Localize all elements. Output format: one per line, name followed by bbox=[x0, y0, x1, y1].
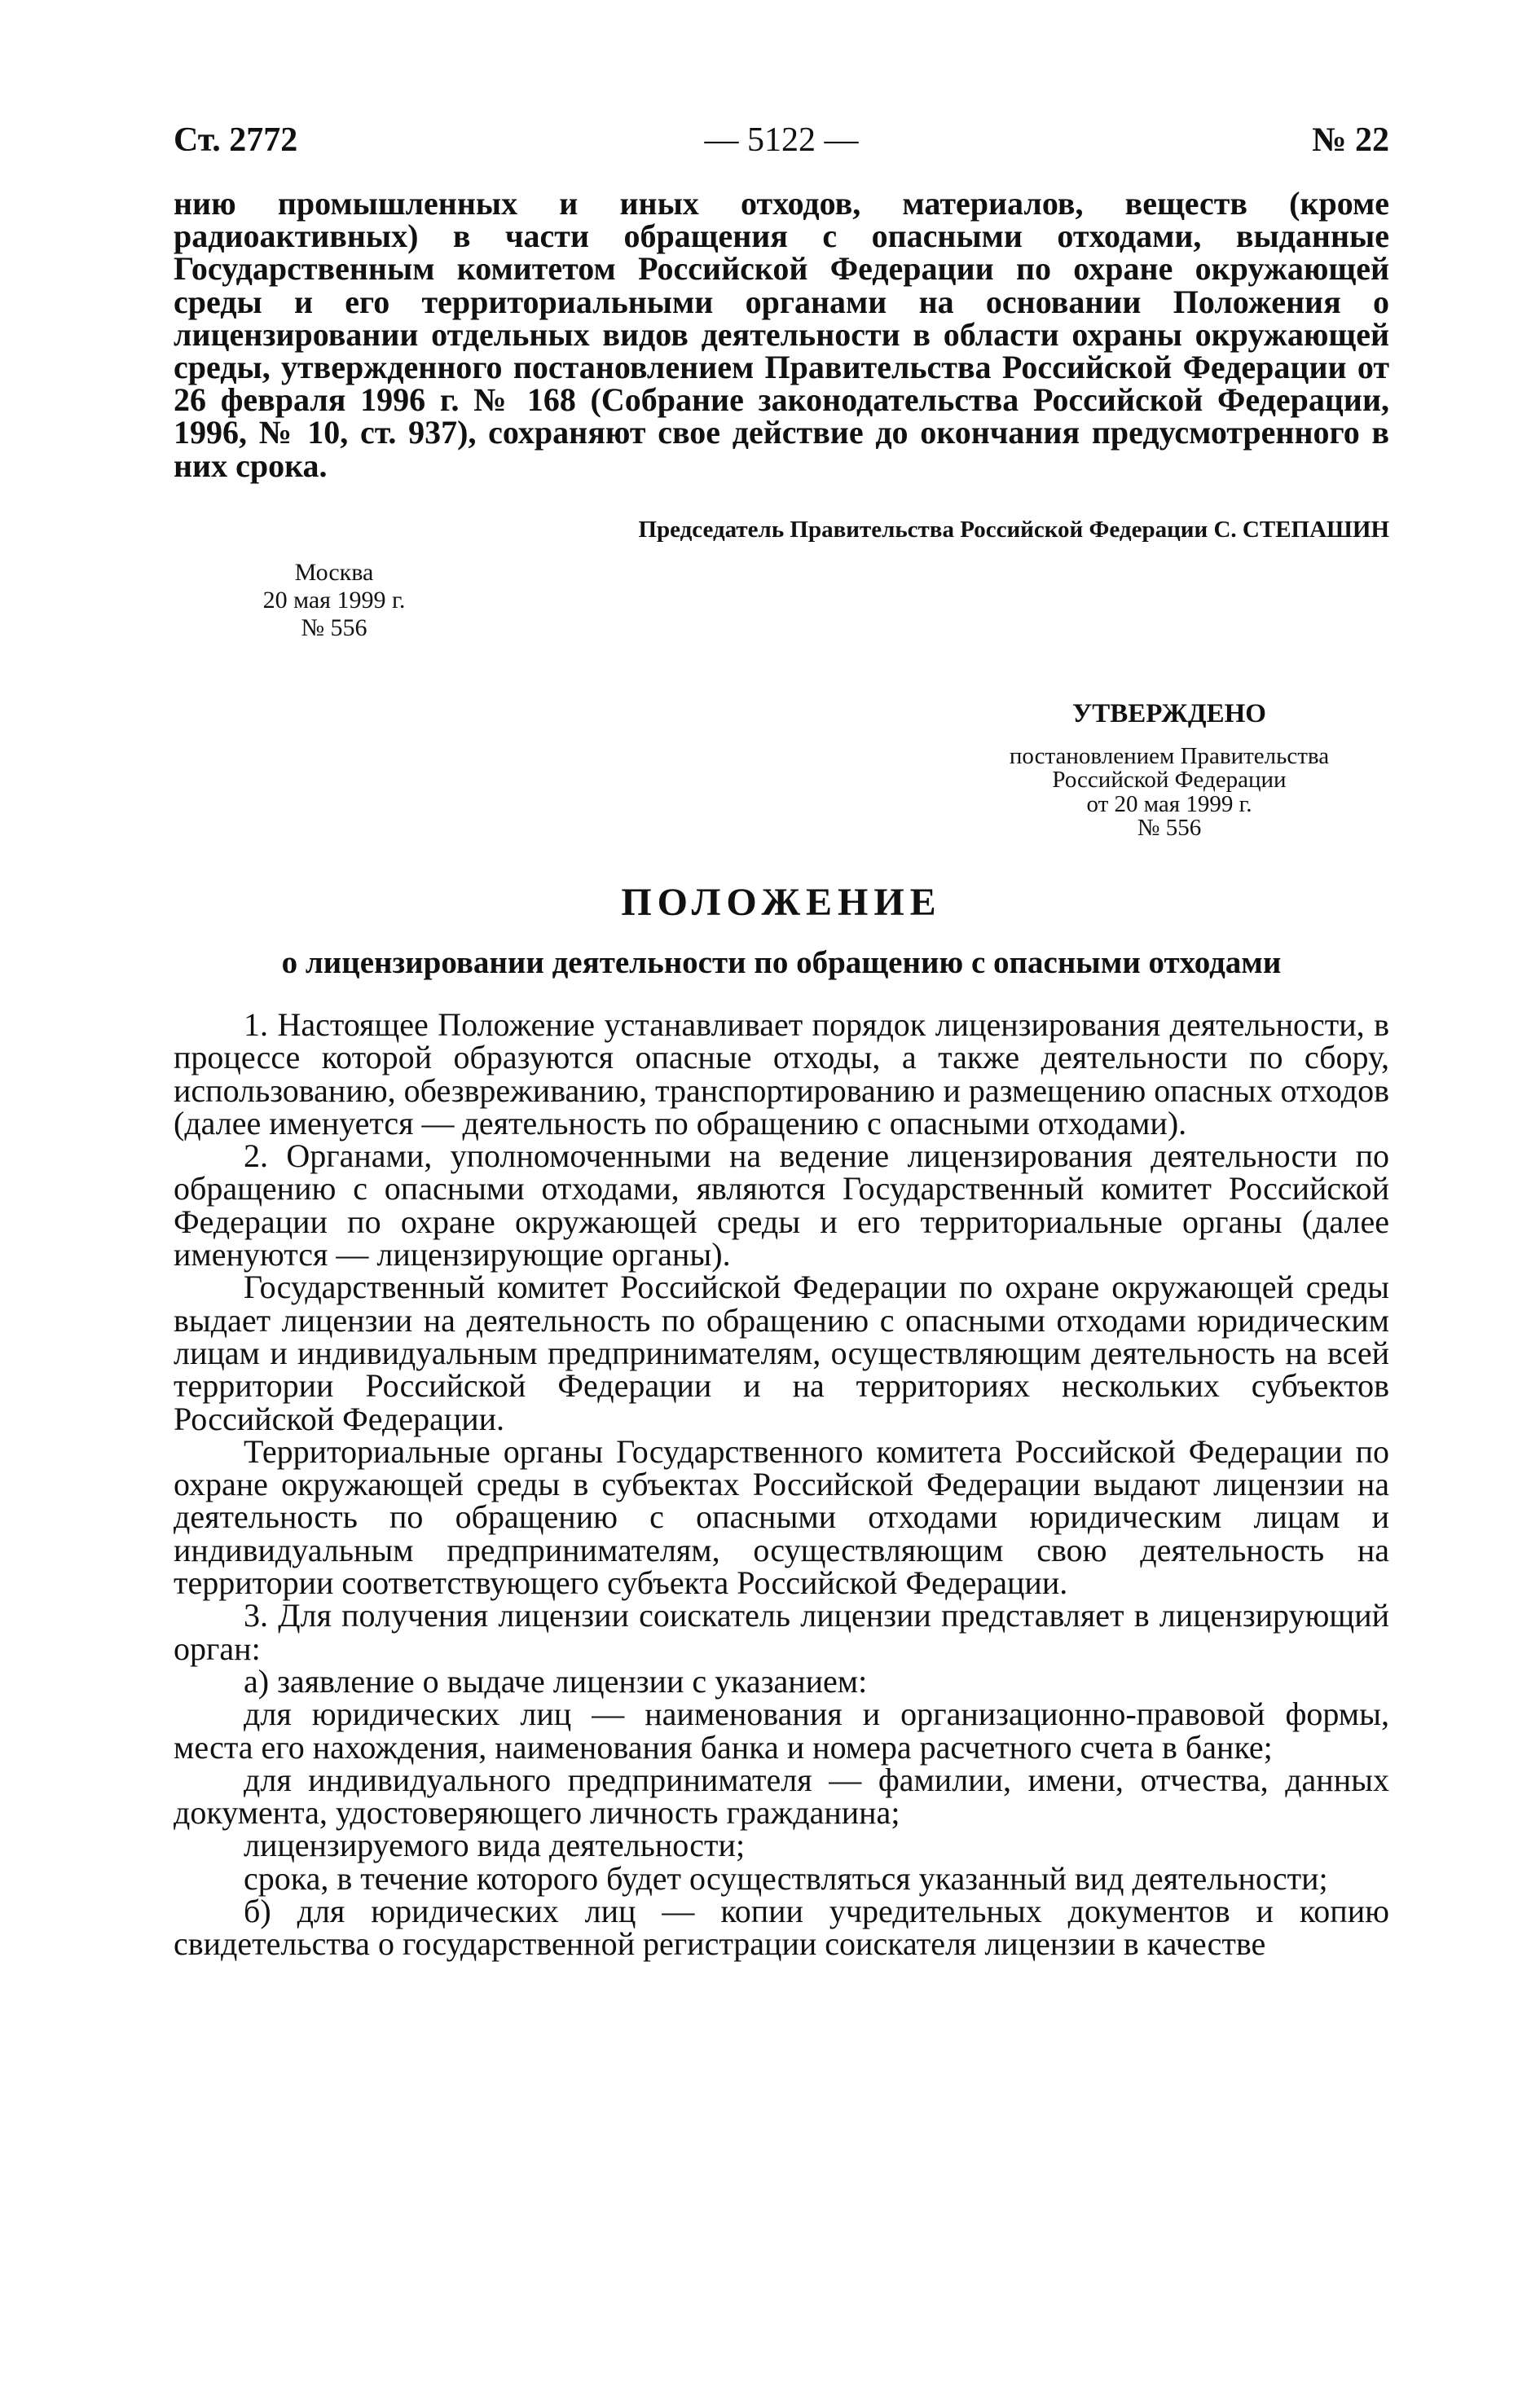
paragraph-1: 1. Настоящее Положение устанавливает порядок лицензирования деятельности, в процессе которой образуются опасные отходы, а также деятельности по сбору, использованию, обезвреживанию, транспортированию и размещению опасных отходов (далее именуется — деятельность по обращению с опасными отходами). bbox=[174, 1006, 1389, 1141]
place-date-block bbox=[236, 559, 432, 642]
decree-number: № 556 bbox=[301, 614, 367, 641]
decree-date: 20 мая 1999 г. bbox=[262, 587, 406, 614]
signature-line: Председатель Правительства Российской Федерации С. СТЕПАШИН bbox=[638, 517, 1389, 543]
approval-line: постановлением Правительства bbox=[1009, 742, 1330, 769]
approval-stamp bbox=[953, 699, 1385, 841]
page-header bbox=[174, 121, 1389, 169]
document-title: ПОЛОЖЕНИЕ bbox=[621, 881, 942, 924]
paragraph-territorial-bodies: Территориальные органы Государственного комитета Российской Федерации по охране окружающей среды в субъектах Российской Федерации выдают лицензии на деятельность по обращению с опасными отходами юридическим лицам и индивидуальным предпринимателям, осуществляющим свою деятельность на территории соответствующего субъекта Российской Федерации. bbox=[174, 1432, 1389, 1602]
document-subtitle: о лицензировании деятельности по обращению с опасными отходами bbox=[281, 945, 1282, 980]
regulation-body bbox=[174, 1006, 1389, 1963]
paragraph-3: 3. Для получения лицензии соискатель лицензии представляет в лицензирующий орган: bbox=[174, 1597, 1389, 1667]
subitem-activity-type: лицензируемого вида деятельности; bbox=[244, 1827, 746, 1864]
approval-line: от 20 мая 1999 г. bbox=[1086, 790, 1252, 817]
paragraph-2: 2. Органами, уполномоченными на ведение лицензирования деятельности по обращению с опасными отходами, являются Государственный комитет Российской Федерации по охране окружающей среды и его территориальные органы (далее именуются — лицензирующие органы). bbox=[174, 1137, 1389, 1273]
subitem-legal-entities: для юридических лиц — наименования и организационно-правовой формы, места его нахождения, наименования банка и номера расчетного счета в банке; bbox=[174, 1696, 1389, 1766]
continuation-paragraph: нию промышленных и иных отходов, материалов, веществ (кроме радиоактивных) в части обращения с опасными отходами, выданные Государственным комитетом Российской Федерации по охране окружающей среды и его территориальными органами на основании Положения о лицензировании отдельных видов деятельности в области охраны окружающей среды, утвержденного постановлением Правительства Российской Федерации от 26 февраля 1996 г. № 168 (Собрание законодательства Российской Федерации, 1996, № 10, ст. 937), сохраняют свое действие до окончания предусмотренного в них срока. bbox=[174, 185, 1389, 484]
approval-line: Российской Федерации bbox=[1052, 767, 1287, 793]
issue-number: № 22 bbox=[1312, 121, 1389, 159]
paragraph-state-committee: Государственный комитет Российской Федерации по охране окружающей среды выдает лицензии на деятельность по обращению с опасными отходами юридическим лицам и индивидуальным предпринимателям, осуществляющим деятельность на всей территории Российской Федерации и на территориях нескольких субъектов Российской Федерации. bbox=[174, 1269, 1389, 1437]
subitem-a: а) заявление о выдаче лицензии с указанием: bbox=[244, 1662, 868, 1700]
page-number: — 5122 — bbox=[704, 121, 859, 159]
subitem-term: срока, в течение которого будет осуществляться указанный вид деятельности; bbox=[244, 1859, 1328, 1897]
city: Москва bbox=[294, 559, 374, 586]
approval-line: № 556 bbox=[1137, 815, 1202, 841]
approval-title: УТВЕРЖДЕНО bbox=[1072, 699, 1266, 728]
article-number: Ст. 2772 bbox=[174, 121, 298, 159]
subitem-individual-entrepreneur: для индивидуального предпринимателя — фамилии, имени, отчества, данных документа, удостоверяющего личность гражданина; bbox=[174, 1761, 1389, 1832]
subitem-b: б) для юридических лиц — копии учредительных документов и копию свидетельства о государственной регистрации соискателя лицензии в качестве bbox=[174, 1893, 1389, 1963]
